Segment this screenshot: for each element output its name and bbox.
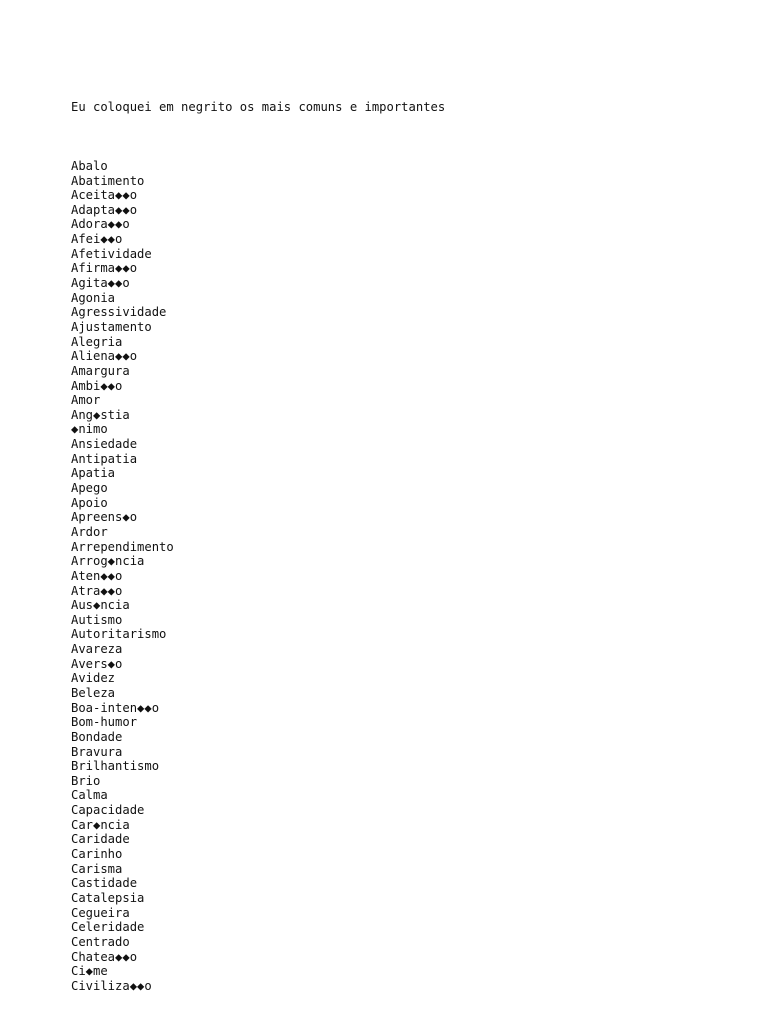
word-list-item: Civiliza◆◆o: [71, 978, 152, 993]
word-list-item: Ajustamento: [71, 319, 152, 334]
word-list-item: Autoritarismo: [71, 627, 167, 642]
word-list-item: Aten◆◆o: [71, 568, 123, 583]
word-list-item: ◆nimo: [71, 422, 108, 437]
word-list-item: Centrado: [71, 934, 130, 949]
word-list-item: Aceita◆◆o: [71, 188, 138, 203]
word-list-item: Bom-humor: [71, 715, 138, 730]
word-list-item: Caridade: [71, 832, 130, 847]
word-list-item: Car◆ncia: [71, 817, 130, 832]
word-list-item: Beleza: [71, 685, 116, 700]
word-list-item: Apatia: [71, 466, 116, 481]
word-list-item: Ci◆me: [71, 964, 108, 979]
intro-text: Eu coloquei em negrito os mais comuns e importantes: [71, 100, 446, 115]
word-list-item: Castidade: [71, 876, 138, 891]
word-list-item: Antipatia: [71, 451, 138, 466]
word-list-item: Ardor: [71, 524, 108, 539]
word-list-item: Atra◆◆o: [71, 583, 123, 598]
word-list-item: Agonia: [71, 290, 116, 305]
word-list-item: Cegueira: [71, 905, 130, 920]
word-list-item: Catalepsia: [71, 890, 145, 905]
word-list-item: Afetividade: [71, 246, 152, 261]
word-list-item: Carinho: [71, 847, 123, 862]
word-list-item: Adora◆◆o: [71, 217, 130, 232]
word-list-item: Aus◆ncia: [71, 598, 130, 613]
document-page: [71, 71, 445, 1008]
word-list-item: Brilhantismo: [71, 759, 160, 774]
word-list-item: Bravura: [71, 744, 123, 759]
word-list-item: Afei◆◆o: [71, 232, 123, 247]
word-list-item: Abatimento: [71, 173, 145, 188]
word-list-item: Ang◆stia: [71, 407, 130, 422]
word-list: [71, 159, 445, 994]
word-list-item: Arrog◆ncia: [71, 554, 145, 569]
word-list-item: Agita◆◆o: [71, 276, 130, 291]
word-list-item: Afirma◆◆o: [71, 261, 138, 276]
word-list-item: Avareza: [71, 642, 123, 657]
word-list-item: Celeridade: [71, 920, 145, 935]
word-list-item: Apreens◆o: [71, 510, 138, 525]
word-list-item: Amargura: [71, 363, 130, 378]
word-list-item: Agressividade: [71, 305, 167, 320]
word-list-item: Bondade: [71, 729, 123, 744]
word-list-item: Boa-inten◆◆o: [71, 700, 160, 715]
word-list-item: Carisma: [71, 861, 123, 876]
word-list-item: Aliena◆◆o: [71, 349, 138, 364]
word-list-item: Calma: [71, 788, 108, 803]
word-list-item: Avidez: [71, 671, 116, 686]
word-list-item: Avers◆o: [71, 656, 123, 671]
word-list-item: Alegria: [71, 334, 123, 349]
word-list-item: Brio: [71, 773, 101, 788]
word-list-item: Abalo: [71, 158, 108, 173]
word-list-item: Capacidade: [71, 803, 145, 818]
word-list-item: Autismo: [71, 612, 123, 627]
word-list-item: Ansiedade: [71, 437, 138, 452]
word-list-item: Apoio: [71, 495, 108, 510]
word-list-item: Chatea◆◆o: [71, 949, 138, 964]
word-list-item: Amor: [71, 393, 101, 408]
word-list-item: Arrependimento: [71, 539, 174, 554]
word-list-item: Apego: [71, 481, 108, 496]
word-list-item: Adapta◆◆o: [71, 202, 138, 217]
word-list-item: Ambi◆◆o: [71, 378, 123, 393]
